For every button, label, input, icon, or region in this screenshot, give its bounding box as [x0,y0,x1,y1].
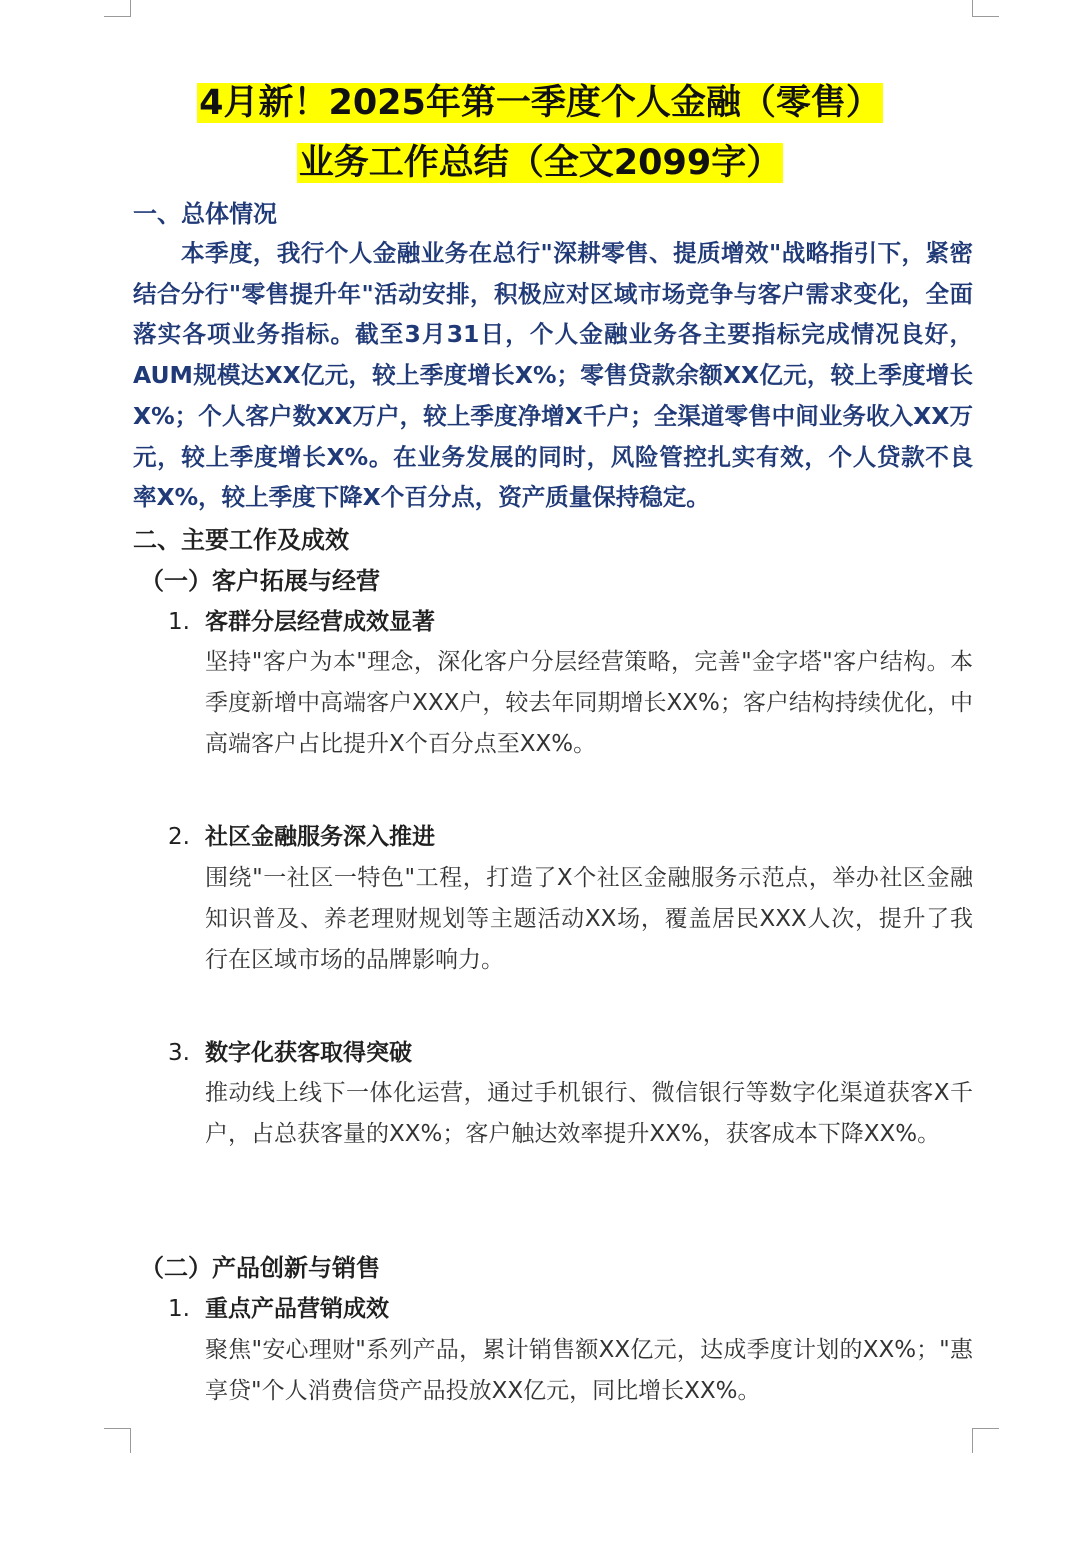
section-heading-overview: 一、总体情况 [133,200,277,228]
crop-mark-top-left [104,0,131,17]
item-body: 聚焦"安心理财"系列产品，累计销售额XX亿元，达成季度计划的XX%；"惠享贷"个人消费信贷产品投放XX亿元，同比增长XX%。 [205,1337,973,1404]
subsection-heading-customer: （一）客户拓展与经营 [140,567,380,595]
crop-mark-bottom-left [104,1428,131,1453]
section-heading-main-work: 二、主要工作及成效 [133,526,349,554]
item-title: 1. 客群分层经营成效显著 [168,609,435,635]
crop-mark-top-right [972,0,999,17]
crop-mark-bottom-right [972,1428,999,1453]
subsection-heading-product: （二）产品创新与销售 [140,1254,380,1282]
overview-paragraph: 本季度，我行个人金融业务在总行"深耕零售、提质增效"战略指引下，紧密结合分行"零售提升年"活动安排，积极应对区域市场竞争与客户需求变化，全面落实各项业务指标。截至3月31日，个人金融业务各主要指标完成情况良好，AUM规模达XX亿元，较上季度增长X%；零售贷款余额XX亿元，较上季度增长X%；个人客户数XX万户，较上季度净增X千户；全渠道零售中间业务收入XX万元，较上季度增长X%。在业务发展的同时，风险管控扎实有效，个人贷款不良率X%，较上季度下降X个百分点，资产质量保持稳定。 [133,239,973,512]
document-title-line-1: 4月新！2025年第一季度个人金融（零售） [199,83,881,123]
item-body: 围绕"一社区一特色"工程，打造了X个社区金融服务示范点，举办社区金融知识普及、养老理财规划等主题活动XX场，覆盖居民XXX人次，提升了我行在区域市场的品牌影响力。 [205,865,973,973]
document-title-line-2: 业务工作总结（全文2099字） [298,143,782,183]
item-title: 3. 数字化获客取得突破 [168,1040,412,1066]
item-body: 坚持"客户为本"理念，深化客户分层经营策略，完善"金字塔"客户结构。本季度新增中高端客户XXX户，较去年同期增长XX%；客户结构持续优化，中高端客户占比提升X个百分点至XX%。 [205,649,973,757]
item-body: 推动线上线下一体化运营，通过手机银行、微信银行等数字化渠道获客X千户，占总获客量的XX%；客户触达效率提升XX%，获客成本下降XX%。 [205,1080,973,1147]
item-title: 2. 社区金融服务深入推进 [168,824,435,850]
item-title: 1. 重点产品营销成效 [168,1296,389,1322]
